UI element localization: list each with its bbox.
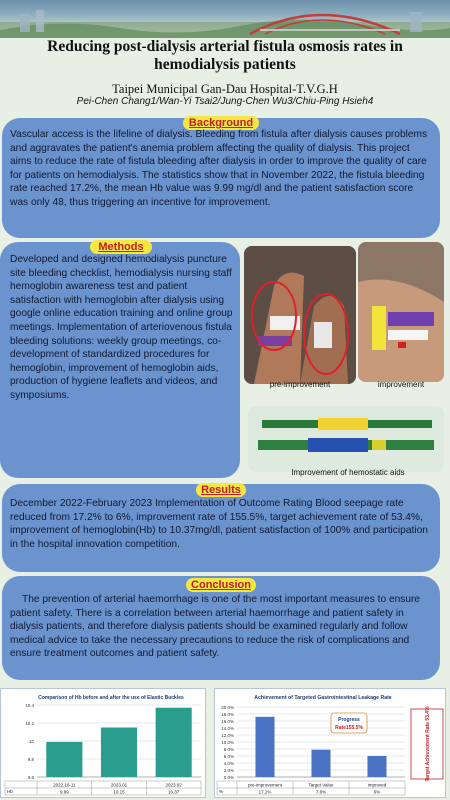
data-table-value: 10.37 [168, 789, 180, 795]
x-category-label: 2022.10-11 [53, 782, 76, 788]
data-table-value: 7.8% [315, 789, 327, 795]
methods-heading: Methods [90, 240, 152, 254]
hb-chart-svg [1, 689, 207, 799]
data-table-value: 10.15 [113, 789, 125, 795]
data-table-row-label: Hb [7, 789, 13, 794]
y-tick-label: 9.6 [27, 775, 34, 780]
leakage-rate-chart [214, 688, 446, 798]
conclusion-heading: Conclusion [186, 578, 256, 592]
y-tick-label: 16.0% [221, 719, 234, 724]
y-tick-label: 4.0% [223, 761, 234, 766]
bar [156, 708, 192, 777]
y-tick-label: 10.4 [25, 703, 34, 708]
leakage-chart-svg [215, 689, 447, 799]
results-heading: Results [196, 483, 246, 497]
conclusion-text: The prevention of arterial haemorrhage is one of the most important measures to ensure patient safety. There is a correlation between arterial haemorrhage and patient safety in dialysis patients, and therefore dialysis patients should be examined regularly and follow medical advice to take the necessary precautions to reduce the risk of complications and ensure treatment outcomes and patient safety. [10, 594, 421, 660]
improvement-photo [358, 242, 444, 382]
y-tick-label: 0.0% [223, 775, 234, 780]
pre-improvement-caption: pre-improvement [269, 380, 331, 389]
bar [46, 742, 82, 777]
bar [101, 728, 137, 778]
bar [367, 756, 386, 777]
y-tick-label: 2.0% [223, 768, 234, 773]
x-category-label: Target Value [308, 782, 334, 788]
background-heading: Background [183, 116, 259, 130]
pre-improvement-photo [244, 246, 356, 384]
y-tick-label: 20.0% [221, 705, 234, 710]
header-banner-photo [0, 0, 450, 38]
hemostatic-aids-caption: Improvement of hemostatic aids [291, 468, 405, 477]
bar [311, 750, 330, 777]
hb-comparison-chart [0, 688, 206, 798]
y-tick-label: 14.0% [221, 726, 234, 731]
poster-title: Reducing post-dialysis arterial fistula osmosis rates in hemodialysis patients [47, 38, 403, 73]
progress-rate-value: Rate155.5% [335, 725, 363, 731]
y-tick-label: 8.0% [223, 747, 234, 752]
x-category-label: pre-improvement [247, 782, 283, 788]
x-category-label: improved [367, 782, 387, 788]
progress-rate-label: Progress [338, 717, 360, 723]
bridge-landscape-graphic [0, 0, 450, 38]
y-tick-label: 10.2 [25, 721, 34, 726]
improvement-caption: improvement [377, 380, 425, 389]
chart-title: Comparison of Hb before and after the use of Elastic Buckles [38, 695, 184, 701]
target-achievement-label: Target Achievement Rate 53.4% [425, 706, 431, 782]
bar [255, 717, 274, 777]
data-table-value: 9.99 [59, 789, 69, 795]
methods-text: Developed and designed hemodialysis puncture site bleeding checklist, hemodialysis nursing staff hemoglobin awareness test and patient satisfaction with hemoglobin after dialysis using google online education training and online group meetings. Implementation of arteriovenous fistula bleeding solutions: weekly group meetings, co-development of standardized procedures for hemoglobin, improvement of hemoglobin aids, production of hygiene leaflets and videos, and symposiums. [10, 254, 233, 401]
hemostatic-aids-photo [248, 406, 444, 472]
background-text: Vascular access is the lifeline of dialysis. Bleeding from fistula after dialysis causes problems and aggravates the patient's anemia problem affecting the quality of dialysis. This project aims to reduce the rate of fistula bleeding after dialysis in order to improve the quality of care for patients on hemodialysis. The statistics show that in November 2022, the fistula bleeding rate reached 17.2%, the mean Hb value was 9.99 mg/dl and the patient satisfaction score was only 48, thus triggering an incentive for improvement. [10, 129, 428, 208]
x-category-label: 2023.01 [110, 782, 128, 788]
y-tick-label: 12.0% [221, 733, 234, 738]
y-tick-label: 9.8 [27, 757, 34, 762]
y-tick-label: 6.0% [223, 754, 234, 759]
y-tick-label: 10 [28, 739, 34, 744]
hospital-name: Taipei Municipal Gan-Dau Hospital-T.V.G.H [112, 82, 338, 96]
data-table-row-label: % [219, 789, 224, 794]
chart-title: Achievement of Targeted Gastrointestinal Leakage Rate [254, 695, 392, 701]
author-list: Pei-Chen Chang1/Wan-Yi Tsai2/Jung-Chen Wu3/Chiu-Ping Hsieh4 [76, 96, 374, 107]
y-tick-label: 10.0% [221, 740, 234, 745]
x-category-label: 2023.02 [165, 782, 182, 788]
results-text: December 2022-February 2023 Implementation of Outcome Rating Blood seepage rate reduced from 17.2% to 6%, improvement rate of 155.5%, target achievement rate of 53.4%, improvement of hemoglobin(Hb) to 10.37mg/dl, patient satisfaction of 100% and participation in the hospital innovation competition. [10, 498, 428, 550]
data-table-value: 6% [373, 789, 381, 795]
y-tick-label: 18.0% [221, 712, 234, 717]
data-table-value: 17.2% [258, 789, 272, 795]
